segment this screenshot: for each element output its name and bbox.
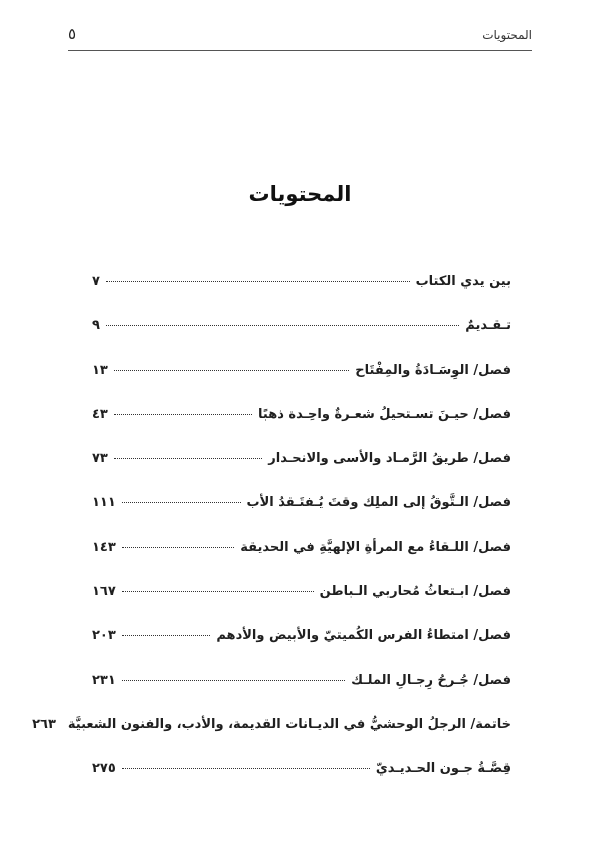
toc-entry[interactable] xyxy=(92,540,511,584)
toc-entry-page: ٢٦٣ xyxy=(32,716,56,732)
toc-entry-page: ٢٠٣ xyxy=(92,628,116,644)
dot-leader xyxy=(122,502,241,503)
toc-entry-page: ١١١ xyxy=(92,495,116,511)
toc-entry-title: بين يدي الكتاب xyxy=(415,274,511,289)
toc-entry[interactable] xyxy=(92,451,511,495)
toc-entry-title: فصل/ امتطاءُ الفرس الكُميتيّ والأبيض والأدهم xyxy=(216,628,511,644)
toc-heading: المحتويات xyxy=(248,182,352,206)
toc-entry-page: ٢٧٥ xyxy=(92,761,116,777)
toc-entry-page: ١٦٧ xyxy=(92,584,116,600)
dot-leader xyxy=(122,768,370,769)
toc-entry-title: قِصَّـةُ جـون الحـديـديّ xyxy=(375,761,511,777)
toc-entry-title: فصل/ حيـنَ تسـتحيلُ شعـرةٌ واحِـدة ذهبًا xyxy=(258,406,511,422)
toc-entry[interactable] xyxy=(32,716,511,761)
toc-entry-title: خاتمة/ الرجلُ الوحشيُّ في الديـانات القديمة، والأدب، والفنون الشعبيَّة xyxy=(67,716,511,732)
toc-entry-title: فصل/ طريقُ الرَّمـاد والأسى والانحـدار xyxy=(268,451,511,467)
toc-list xyxy=(32,274,511,806)
toc-entry[interactable] xyxy=(92,318,511,362)
toc-entry-title: فصل/ اللـقاءُ مع المرأةِ الإلهيَّةِ في الحديقة xyxy=(240,539,511,555)
dot-leader xyxy=(122,547,234,548)
dot-leader xyxy=(114,370,349,371)
toc-entry-page: ٩ xyxy=(92,318,100,334)
toc-entry[interactable] xyxy=(92,363,511,407)
toc-entry-title: فصل/ الـتَّوقُ إلى الملِك وقتَ يُـفتَـقدُ الأب xyxy=(246,495,511,511)
toc-entry[interactable] xyxy=(92,628,511,672)
dot-leader xyxy=(106,281,410,282)
toc-entry-page: ٢٣١ xyxy=(92,672,116,688)
toc-entry-title: فصل/ ابـتعاثُ مُحاربي الـباطن xyxy=(319,584,511,600)
running-title: المحتويات xyxy=(482,28,532,42)
toc-entry-page: ١٣ xyxy=(92,362,108,378)
dot-leader xyxy=(106,325,459,326)
dot-leader xyxy=(114,414,252,415)
toc-entry[interactable] xyxy=(92,584,511,628)
toc-entry[interactable] xyxy=(92,274,511,318)
toc-entry-page: ٧ xyxy=(92,274,100,289)
dot-leader xyxy=(122,591,314,592)
toc-entry-page: ٧٣ xyxy=(92,451,108,467)
toc-entry-page: ١٤٣ xyxy=(92,539,116,555)
toc-entry[interactable] xyxy=(92,495,511,539)
dot-leader xyxy=(122,680,345,681)
toc-entry-title: فصل/ جُـرحُ رِجـالِ الملـك xyxy=(351,672,511,688)
toc-entry[interactable] xyxy=(92,407,511,451)
dot-leader xyxy=(122,635,211,636)
dot-leader xyxy=(114,458,262,459)
toc-entry-title: فصل/ الوِسَـادَةُ والمِفْتَاح xyxy=(355,362,511,378)
page-number: ٥ xyxy=(68,25,77,43)
toc-entry-page: ٤٣ xyxy=(92,406,108,422)
toc-entry-title: تـقـديمٌ xyxy=(465,318,511,334)
running-header xyxy=(68,24,532,51)
toc-entry[interactable] xyxy=(92,673,511,717)
toc-entry[interactable] xyxy=(92,761,511,805)
